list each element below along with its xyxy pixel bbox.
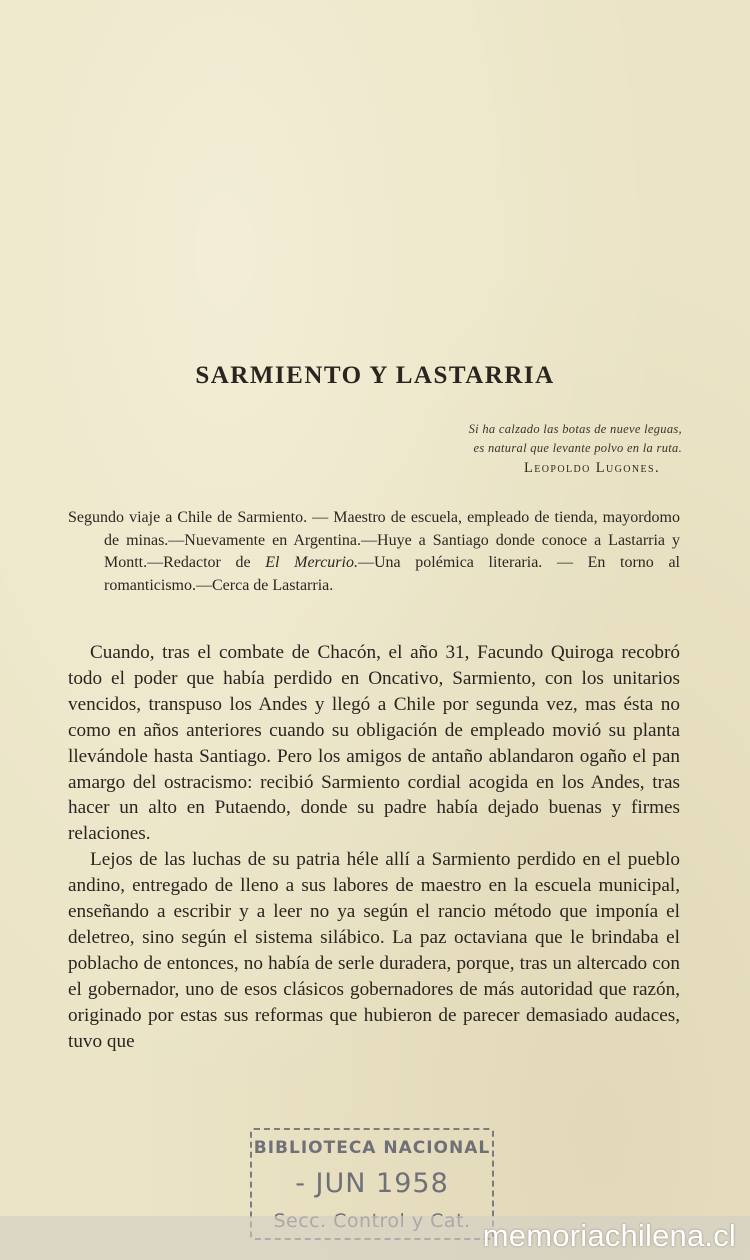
- site-watermark: memoriachilena.cl: [482, 1218, 736, 1253]
- chapter-title: SARMIENTO Y LASTARRIA: [195, 362, 555, 389]
- epigraph: [352, 420, 682, 458]
- paragraph-2: Lejos de las luchas de su patria héle allí a Sarmiento perdido en el pueblo andino, entregado de lleno a sus labores de maestro en la escuela municipal, enseñando a escribir y a leer no ya según el rancio método que imponía el deletreo, sino según el sistema silábico. La paz octaviana que le brindaba el poblacho de entonces, no había de serle duradera, porque, tras un altercado con el gobernador, uno de esos clásicos gobernadores de más autoridad que razón, originado por estas sus reformas que hubieron de parecer demasiado audaces, tuvo que: [68, 849, 680, 1052]
- stamp-date: - JUN 1958: [295, 1168, 449, 1199]
- epigraph-line-1: Si ha calzado las botas de nueve leguas,: [468, 422, 682, 436]
- summary-text-1: Segundo viaje a Chile de Sarmiento. — Maestro de escuela, empleado de tienda, mayordomo de minas.—Nuevamente en Argentina.—Huye a Santiago donde conoce a Lastarria y Montt.—Redactor de: [68, 509, 680, 571]
- summary-italic-title: El Mercurio.: [265, 554, 358, 571]
- summary-text-2: —Una polémica literaria. — En torno al romanticismo.—Cerca de Lastarria.: [104, 554, 680, 594]
- stamp-library-name: BIBLIOTECA NACIONAL: [253, 1138, 491, 1158]
- paragraph-1: Cuando, tras el combate de Chacón, el año 31, Facundo Quiroga recobró todo el poder que había perdido en Oncativo, Sarmiento, con los unitarios vencidos, transpuso los Andes y llegó a Chile por segunda vez, mas ésta no como en años anteriores cuando su obligación de empleado movió su planta llevándole hasta Santiago. Pero los amigos de antaño ablandaron ogaño el pan amargo del ostracismo: recibió Sarmiento cordial acogida en los Andes, tras hacer un alto en Putaendo, donde su padre había dejado buenas y firmes relaciones.: [68, 642, 680, 845]
- epigraph-author: Leopoldo Lugones.: [524, 460, 660, 476]
- epigraph-line-2: es natural que levante polvo en la ruta.: [473, 441, 682, 455]
- body-text: [68, 640, 680, 1055]
- chapter-summary: [68, 507, 680, 597]
